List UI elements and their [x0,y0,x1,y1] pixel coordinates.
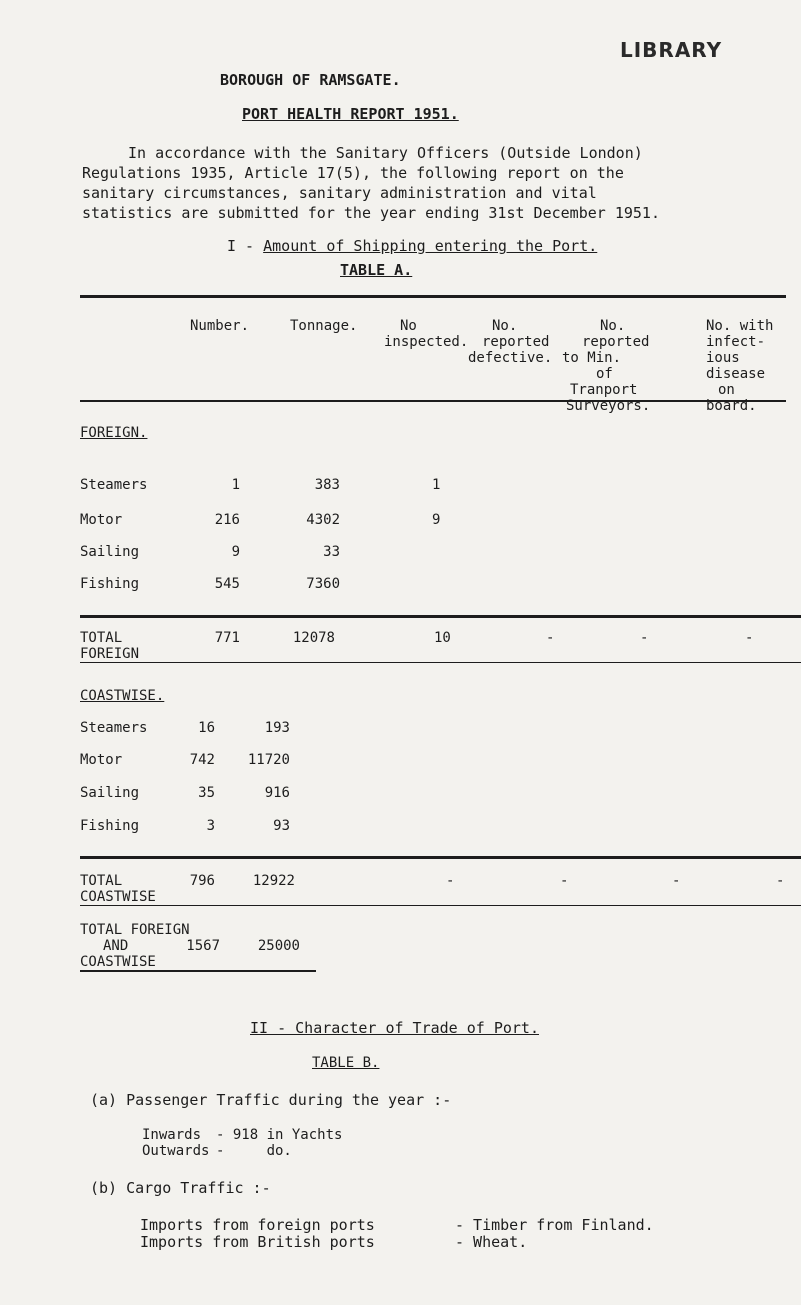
row-tonnage: 383 [314,477,340,493]
col-infectious-header-line: infect- [706,334,766,350]
row-number: 742 [189,752,215,768]
cargo-source: Imports from British ports [140,1233,375,1251]
total-number: 771 [214,630,240,646]
col-tonnage-header: Tonnage. [290,318,358,334]
total-tonnage: 12078 [292,630,335,646]
section-rule [80,615,801,618]
section-1-heading: I - Amount of Shipping entering the Port. [227,237,598,255]
passenger-direction: Outwards [142,1143,210,1159]
foreign-label: FOREIGN. [80,425,148,441]
borough-title: BOROUGH OF RAMSGATE. [220,71,401,89]
library-stamp: LIBRARY [620,38,723,62]
grand-total-label-line: COASTWISE [80,954,156,970]
row-number: 1 [231,477,240,493]
col-infectious-header-line: board. [706,398,757,414]
col-infectious-header-line: ious [706,350,740,366]
passenger-direction: Inwards [142,1127,202,1143]
cargo-detail: - Wheat. [455,1233,528,1251]
row-number: 9 [231,544,240,560]
col-inspected-header-line: No [400,318,417,334]
row-inspected: 1 [432,477,441,493]
cargo-detail: - Timber from Finland. [455,1216,654,1234]
row-type: Steamers [80,477,148,493]
total-surveyors: - [672,873,681,889]
coastwise-label: COASTWISE. [80,688,165,704]
total-inspected: - [446,873,455,889]
col-inspected-header-line: inspected. [384,334,469,350]
col-surveyors-header-line: reported [582,334,650,350]
row-type: Motor [80,752,123,768]
row-tonnage: 93 [273,818,290,834]
cargo-source: Imports from foreign ports [140,1216,375,1234]
intro-line: statistics are submitted for the year ending 31st December 1951. [82,204,660,222]
row-number: 16 [198,720,215,736]
col-number-header: Number. [190,318,250,334]
passenger-detail: - do. [216,1143,292,1159]
grand-total-number: 1567 [186,938,220,954]
intro-line: Regulations 1935, Article 17(5), the following report on the [82,164,624,182]
col-surveyors-header-line: Surveyors. [566,398,651,414]
section-rule [80,856,801,859]
col-surveyors-header-line: of [596,366,613,382]
total-infectious: - [776,873,785,889]
row-number: 216 [214,512,240,528]
row-type: Motor [80,512,123,528]
total-surveyors: - [640,630,649,646]
row-inspected: 9 [432,512,441,528]
grand-total-rule [80,970,316,972]
table-b-title: TABLE B. [312,1055,380,1071]
report-title: PORT HEALTH REPORT 1951. [242,105,459,123]
table-top-rule [80,295,786,298]
col-defective-header-line: reported [482,334,550,350]
row-tonnage: 916 [264,785,290,801]
col-surveyors-header-line: No. [600,318,626,334]
grand-total-tonnage: 25000 [257,938,300,954]
intro-line: In accordance with the Sanitary Officers (Outside London) [128,144,643,162]
grand-total-label-line: TOTAL FOREIGN [80,922,190,938]
row-type: Steamers [80,720,148,736]
row-tonnage: 33 [323,544,340,560]
total-label-line: TOTAL [80,630,123,646]
row-tonnage: 4302 [306,512,340,528]
row-tonnage: 193 [264,720,290,736]
col-surveyors-header-line: to Min. [562,350,622,366]
table-a-title: TABLE A. [340,261,413,279]
row-type: Sailing [80,544,140,560]
col-surveyors-header-line: Tranport [570,382,638,398]
cargo-traffic-label: (b) Cargo Traffic :- [90,1179,271,1197]
section-rule [80,905,801,906]
grand-total-label-line: AND [103,938,129,954]
col-infectious-header-line: disease [706,366,766,382]
passenger-detail: - 918 in Yachts [216,1127,343,1143]
col-defective-header-line: defective. [468,350,553,366]
row-tonnage: 11720 [247,752,290,768]
total-label-line: COASTWISE [80,889,156,905]
row-tonnage: 7360 [306,576,340,592]
total-label-line: FOREIGN [80,646,140,662]
col-defective-header-line: No. [492,318,518,334]
row-type: Fishing [80,576,140,592]
row-number: 545 [214,576,240,592]
header-bottom-rule [80,400,786,402]
passenger-traffic-label: (a) Passenger Traffic during the year :- [90,1091,452,1109]
total-number: 796 [189,873,215,889]
row-type: Fishing [80,818,140,834]
section-rule [80,662,801,663]
section-2-heading: II - Character of Trade of Port. [250,1019,539,1037]
row-number: 3 [206,818,215,834]
row-type: Sailing [80,785,140,801]
row-number: 35 [198,785,215,801]
total-label-line: TOTAL [80,873,123,889]
col-infectious-header-line: No. with [706,318,774,334]
total-inspected: 10 [434,630,451,646]
intro-line: sanitary circumstances, sanitary administration and vital [82,184,597,202]
total-defective: - [546,630,555,646]
section-1-heading-text: Amount of Shipping entering the Port. [263,237,598,255]
total-infectious: - [745,630,754,646]
col-infectious-header-line: on [718,382,735,398]
total-tonnage: 12922 [252,873,295,889]
total-defective: - [560,873,569,889]
